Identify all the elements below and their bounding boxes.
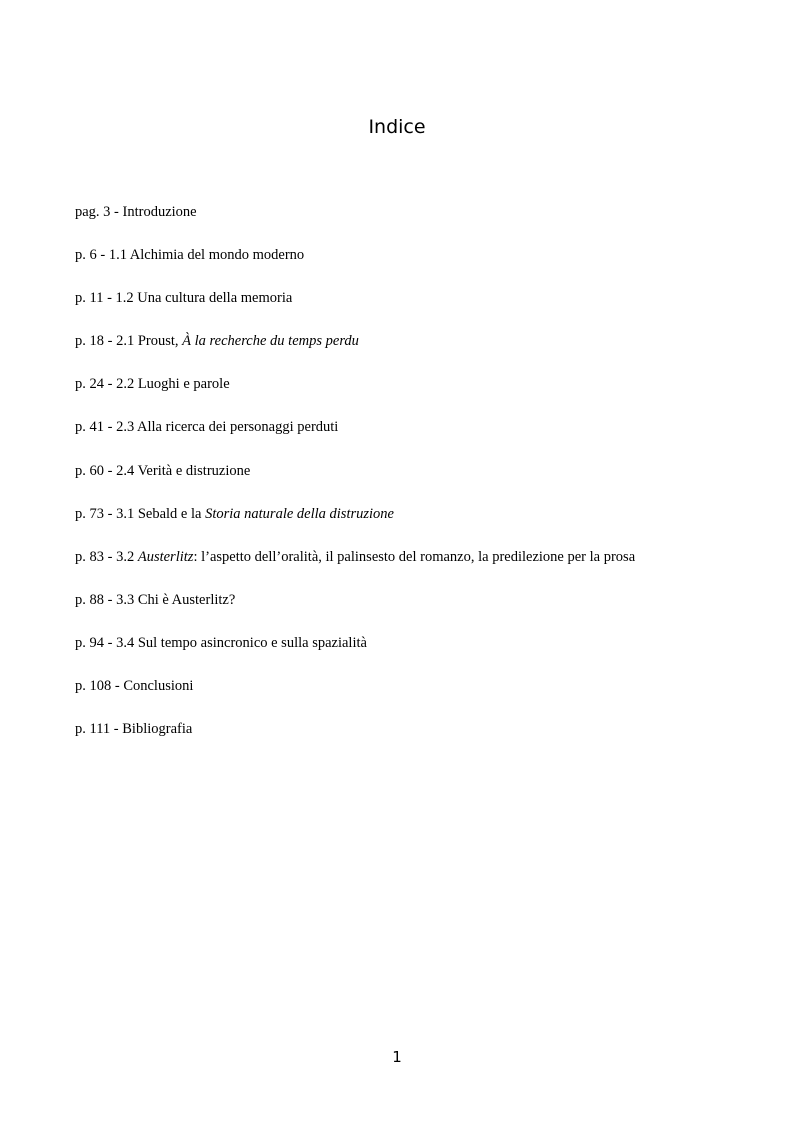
- toc-entry-italic-title: Storia naturale della distruzione: [205, 505, 394, 522]
- toc-entry-text: p. 94 - 3.4 Sul tempo asincronico e sulla spazialità: [75, 634, 367, 651]
- toc-entry-introduzione: [75, 202, 775, 245]
- toc-entry-text: p. 108 - Conclusioni: [75, 678, 194, 695]
- table-of-contents: [75, 202, 775, 762]
- toc-entry-italic-title: Austerlitz: [137, 548, 194, 565]
- toc-entry-3-4: [75, 633, 775, 676]
- toc-entry-text: p. 24 - 2.2 Luoghi e parole: [75, 376, 230, 393]
- toc-entry-text: p. 41 - 2.3 Alla ricerca dei personaggi perduti: [75, 419, 339, 436]
- toc-entry-2-1: [75, 331, 775, 374]
- toc-entry-text: p. 6 - 1.1 Alchimia del mondo moderno: [75, 247, 305, 264]
- toc-entry-prefix: p. 18 - 2.1 Proust,: [75, 333, 183, 350]
- toc-entry-3-3: [75, 590, 775, 633]
- toc-entry-conclusioni: [75, 676, 775, 719]
- toc-entry-1-1: [75, 245, 775, 288]
- toc-entry-3-2: [75, 547, 775, 590]
- page-title: Indice: [368, 116, 426, 138]
- toc-entry-2-3: [75, 417, 775, 460]
- toc-entry-1-2: [75, 288, 775, 331]
- toc-entry-2-4: [75, 461, 775, 504]
- toc-entry-text: pag. 3 - Introduzione: [75, 204, 197, 220]
- toc-entry-bibliografia: [75, 719, 775, 762]
- toc-entry-text: p. 11 - 1.2 Una cultura della memoria: [75, 290, 293, 307]
- toc-entry-text: p. 111 - Bibliografia: [75, 721, 193, 738]
- toc-entry-text: p. 88 - 3.3 Chi è Austerlitz?: [75, 591, 236, 608]
- toc-entry-prefix: p. 83 - 3.2: [75, 548, 138, 565]
- toc-entry-text: p. 60 - 2.4 Verità e distruzione: [75, 462, 251, 479]
- page-number: 1: [392, 1048, 402, 1066]
- toc-entry-3-1: [75, 504, 775, 547]
- toc-entry-italic-title: À la recherche du temps perdu: [182, 333, 359, 350]
- toc-entry-suffix: : l’aspetto dell’oralità, il palinsesto del romanzo, la predilezione per la prosa: [193, 548, 636, 565]
- toc-entry-2-2: [75, 374, 775, 417]
- toc-entry-prefix: p. 73 - 3.1 Sebald e la: [75, 505, 206, 522]
